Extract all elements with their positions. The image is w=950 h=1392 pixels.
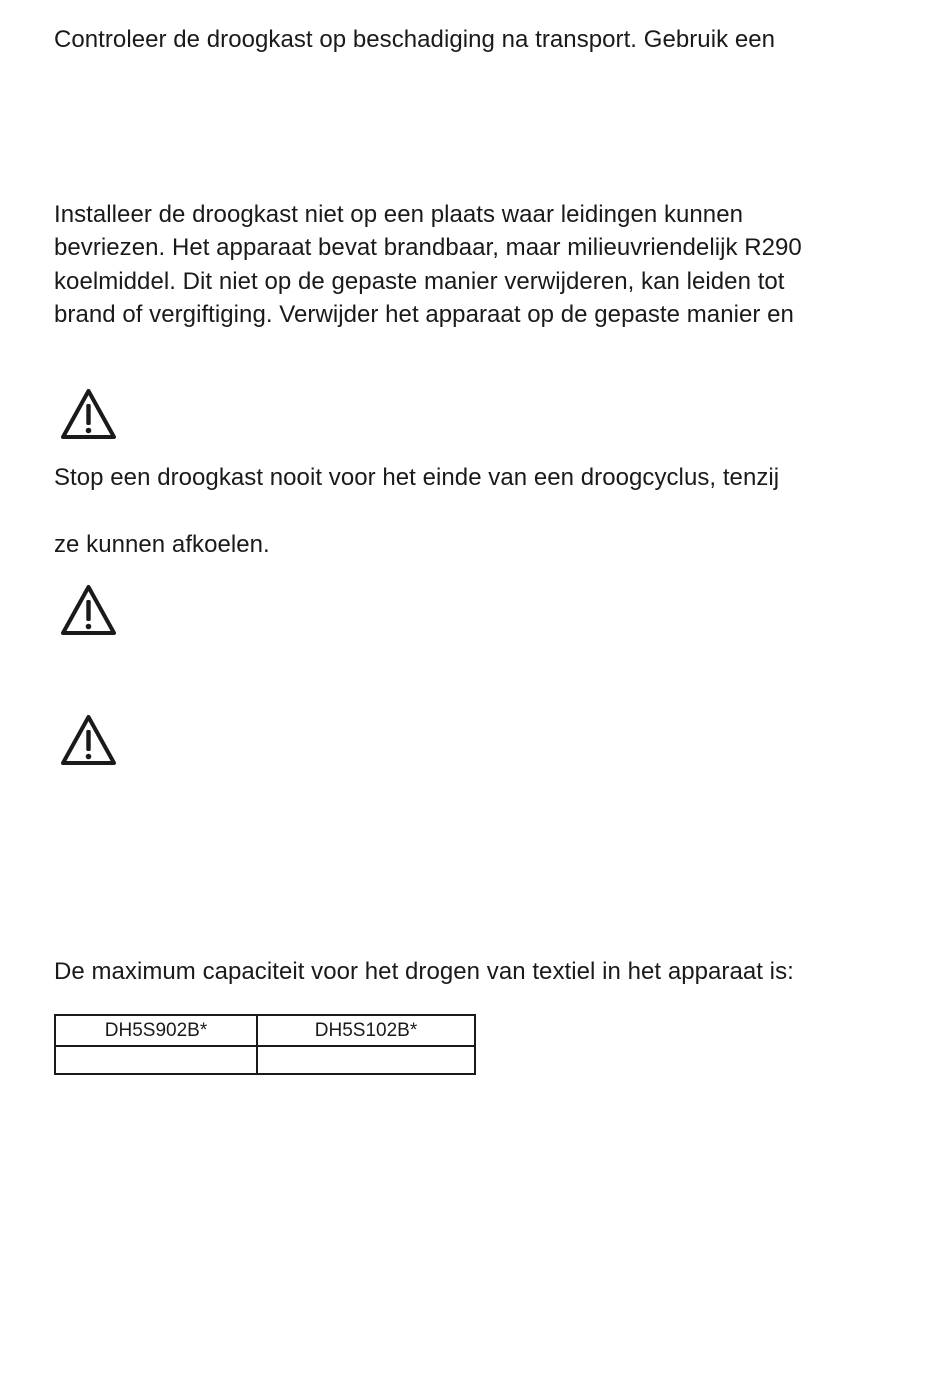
capacity-table bbox=[54, 1014, 476, 1075]
paragraph-installation-line-3: koelmiddel. Dit niet op de gepaste manier verwijderen, kan leiden tot bbox=[54, 268, 785, 295]
warning-triangle-icon bbox=[60, 388, 117, 440]
paragraph-installation-line-1: Installeer de droogkast niet op een plaats waar leidingen kunnen bbox=[54, 201, 744, 228]
warning-triangle-icon bbox=[60, 584, 117, 636]
warning-triangle-icon bbox=[60, 714, 117, 766]
paragraph-max-capacity: De maximum capaciteit voor het drogen van textiel in het apparaat is: bbox=[54, 958, 794, 985]
paragraph-stop-cycle-line-2: ze kunnen afkoelen. bbox=[54, 531, 270, 558]
paragraph-stop-cycle-line-1: Stop een droogkast nooit voor het einde van een droogcyclus, tenzij bbox=[54, 464, 780, 491]
table-header-model-1: DH5S902B* bbox=[55, 1015, 257, 1046]
table-cell-capacity-1 bbox=[55, 1046, 257, 1074]
paragraph-installation-line-2: bevriezen. Het apparaat bevat brandbaar, maar milieuvriendelijk R290 bbox=[54, 234, 802, 261]
table-cell-capacity-2 bbox=[257, 1046, 475, 1074]
paragraph-transport-check: Controleer de droogkast op beschadiging na transport. Gebruik een bbox=[54, 26, 776, 53]
table-header-model-2: DH5S102B* bbox=[257, 1015, 475, 1046]
table-row bbox=[55, 1046, 475, 1074]
paragraph-installation-line-4: brand of vergiftiging. Verwijder het apparaat op de gepaste manier en bbox=[54, 301, 794, 328]
table-row bbox=[55, 1015, 475, 1046]
